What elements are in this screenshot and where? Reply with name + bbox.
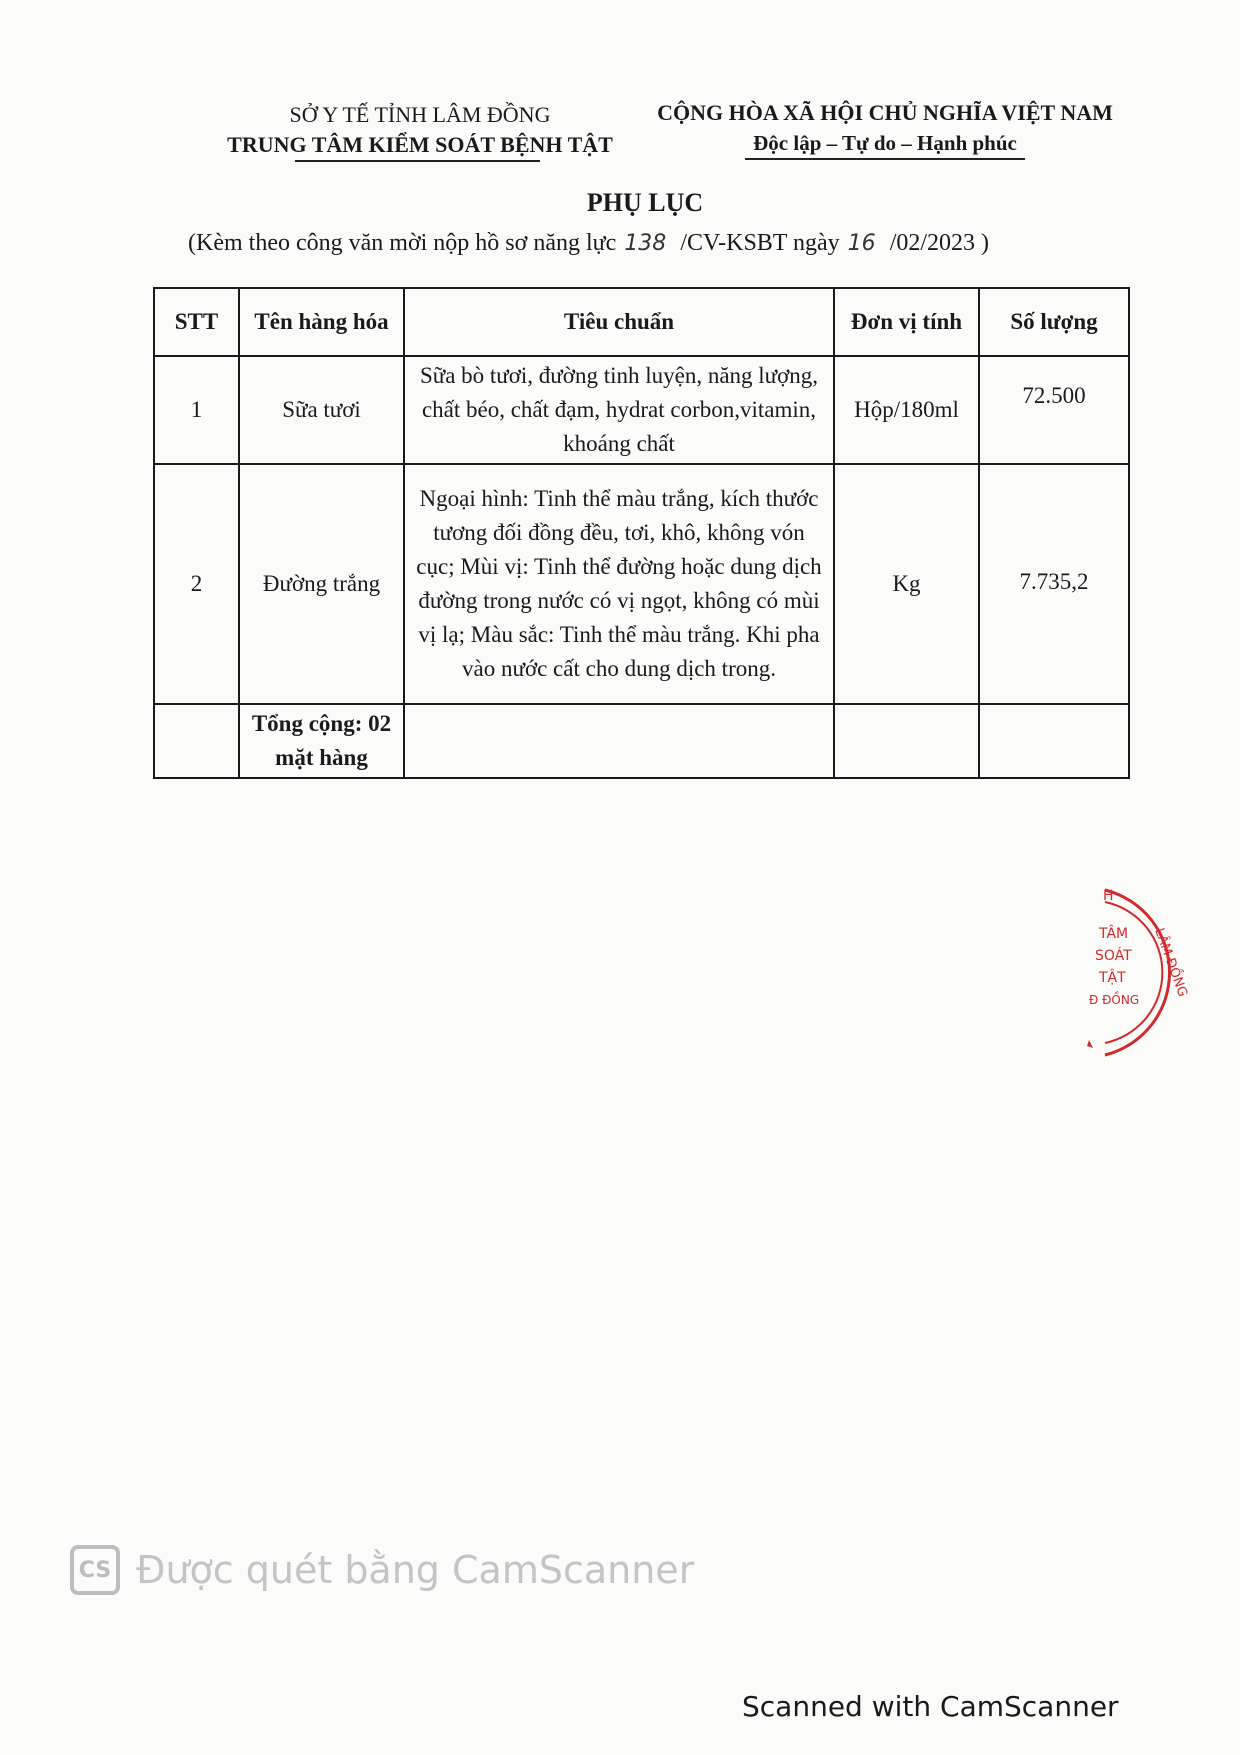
document-subtitle — [188, 230, 989, 257]
seal-text-line: TÂM — [1099, 926, 1129, 942]
table-row — [154, 356, 1129, 464]
total-quantity-cell — [979, 704, 1129, 778]
row-stt: 1 — [154, 356, 239, 464]
total-standard-cell — [404, 704, 834, 778]
row-unit: Kg — [834, 464, 979, 704]
header-unit: Đơn vị tính — [834, 288, 979, 356]
seal-text-line: Đ ĐỒNG — [1089, 993, 1140, 1007]
row-standard: Sữa bò tươi, đường tinh luyện, năng lượng, chất béo, chất đạm, hydrat corbon,vitamin, khoáng chất — [404, 356, 834, 464]
total-label: Tổng cộng: 02 mặt hàng — [239, 704, 404, 778]
row-name: Đường trắng — [239, 464, 404, 704]
seal-text-line: SOÁT — [1095, 948, 1132, 964]
camscanner-logo-icon: CS — [70, 1545, 120, 1595]
header-name: Tên hàng hóa — [239, 288, 404, 356]
subtitle-suffix: /02/2023 ) — [889, 230, 990, 256]
total-stt-cell — [154, 704, 239, 778]
subtitle-prefix: (Kèm theo công văn mời nộp hồ sơ năng lực — [188, 230, 617, 256]
issuer-block — [210, 100, 630, 162]
table-header-row — [154, 288, 1129, 356]
document-title: PHỤ LỤC — [586, 188, 704, 217]
national-motto: Độc lập – Tự do – Hạnh phúc — [753, 131, 1017, 155]
table-row — [154, 464, 1129, 704]
header-quantity: Số lượng — [979, 288, 1129, 356]
issuing-agency: TRUNG TÂM KIỂM SOÁT BỆNH TẬT — [227, 132, 613, 157]
row-quantity: 7.735,2 — [979, 464, 1129, 704]
issuer-underline — [295, 160, 540, 162]
row-quantity: 72.500 — [979, 356, 1129, 464]
seal-text-line: TẬT — [1099, 970, 1126, 986]
red-seal-stamp — [1085, 880, 1195, 1070]
seal-arc-text: LÂM ĐỒNG — [1151, 926, 1190, 999]
table-total-row — [154, 704, 1129, 778]
row-stt: 2 — [154, 464, 239, 704]
national-motto-block — [640, 98, 1130, 160]
row-standard: Ngoại hình: Tinh thể màu trắng, kích thước tương đối đồng đều, tơi, khô, không vón cục; Mùi vị: Tinh thể đường hoặc dung dịch đường trong nước có vị ngọt, không có mùi vị lạ; Màu sắc: Tinh thể màu trắng. Khi pha vào nước cất cho dung dịch trong. — [404, 464, 834, 704]
subtitle-middle: /CV-KSBT ngày — [680, 230, 840, 256]
row-unit: Hộp/180ml — [834, 356, 979, 464]
handwritten-day: 16 — [847, 231, 876, 256]
nation-name: CỘNG HÒA XÃ HỘI CHỦ NGHĨA VIỆT NAM — [657, 100, 1113, 125]
parent-agency: SỞ Y TẾ TỈNH LÂM ĐỒNG — [289, 102, 551, 127]
seal-text-line: H — [1103, 888, 1114, 904]
header-standard: Tiêu chuẩn — [404, 288, 834, 356]
camscanner-watermark — [70, 1545, 694, 1595]
camscanner-watermark-text: Được quét bằng CamScanner — [136, 1548, 695, 1592]
scanned-footer: Scanned with CamScanner — [742, 1690, 1119, 1723]
motto-underline — [745, 158, 1025, 160]
handwritten-doc-number: 138 — [624, 231, 667, 256]
header-stt: STT — [154, 288, 239, 356]
total-unit-cell — [834, 704, 979, 778]
goods-table — [153, 287, 1130, 779]
row-name: Sữa tươi — [239, 356, 404, 464]
